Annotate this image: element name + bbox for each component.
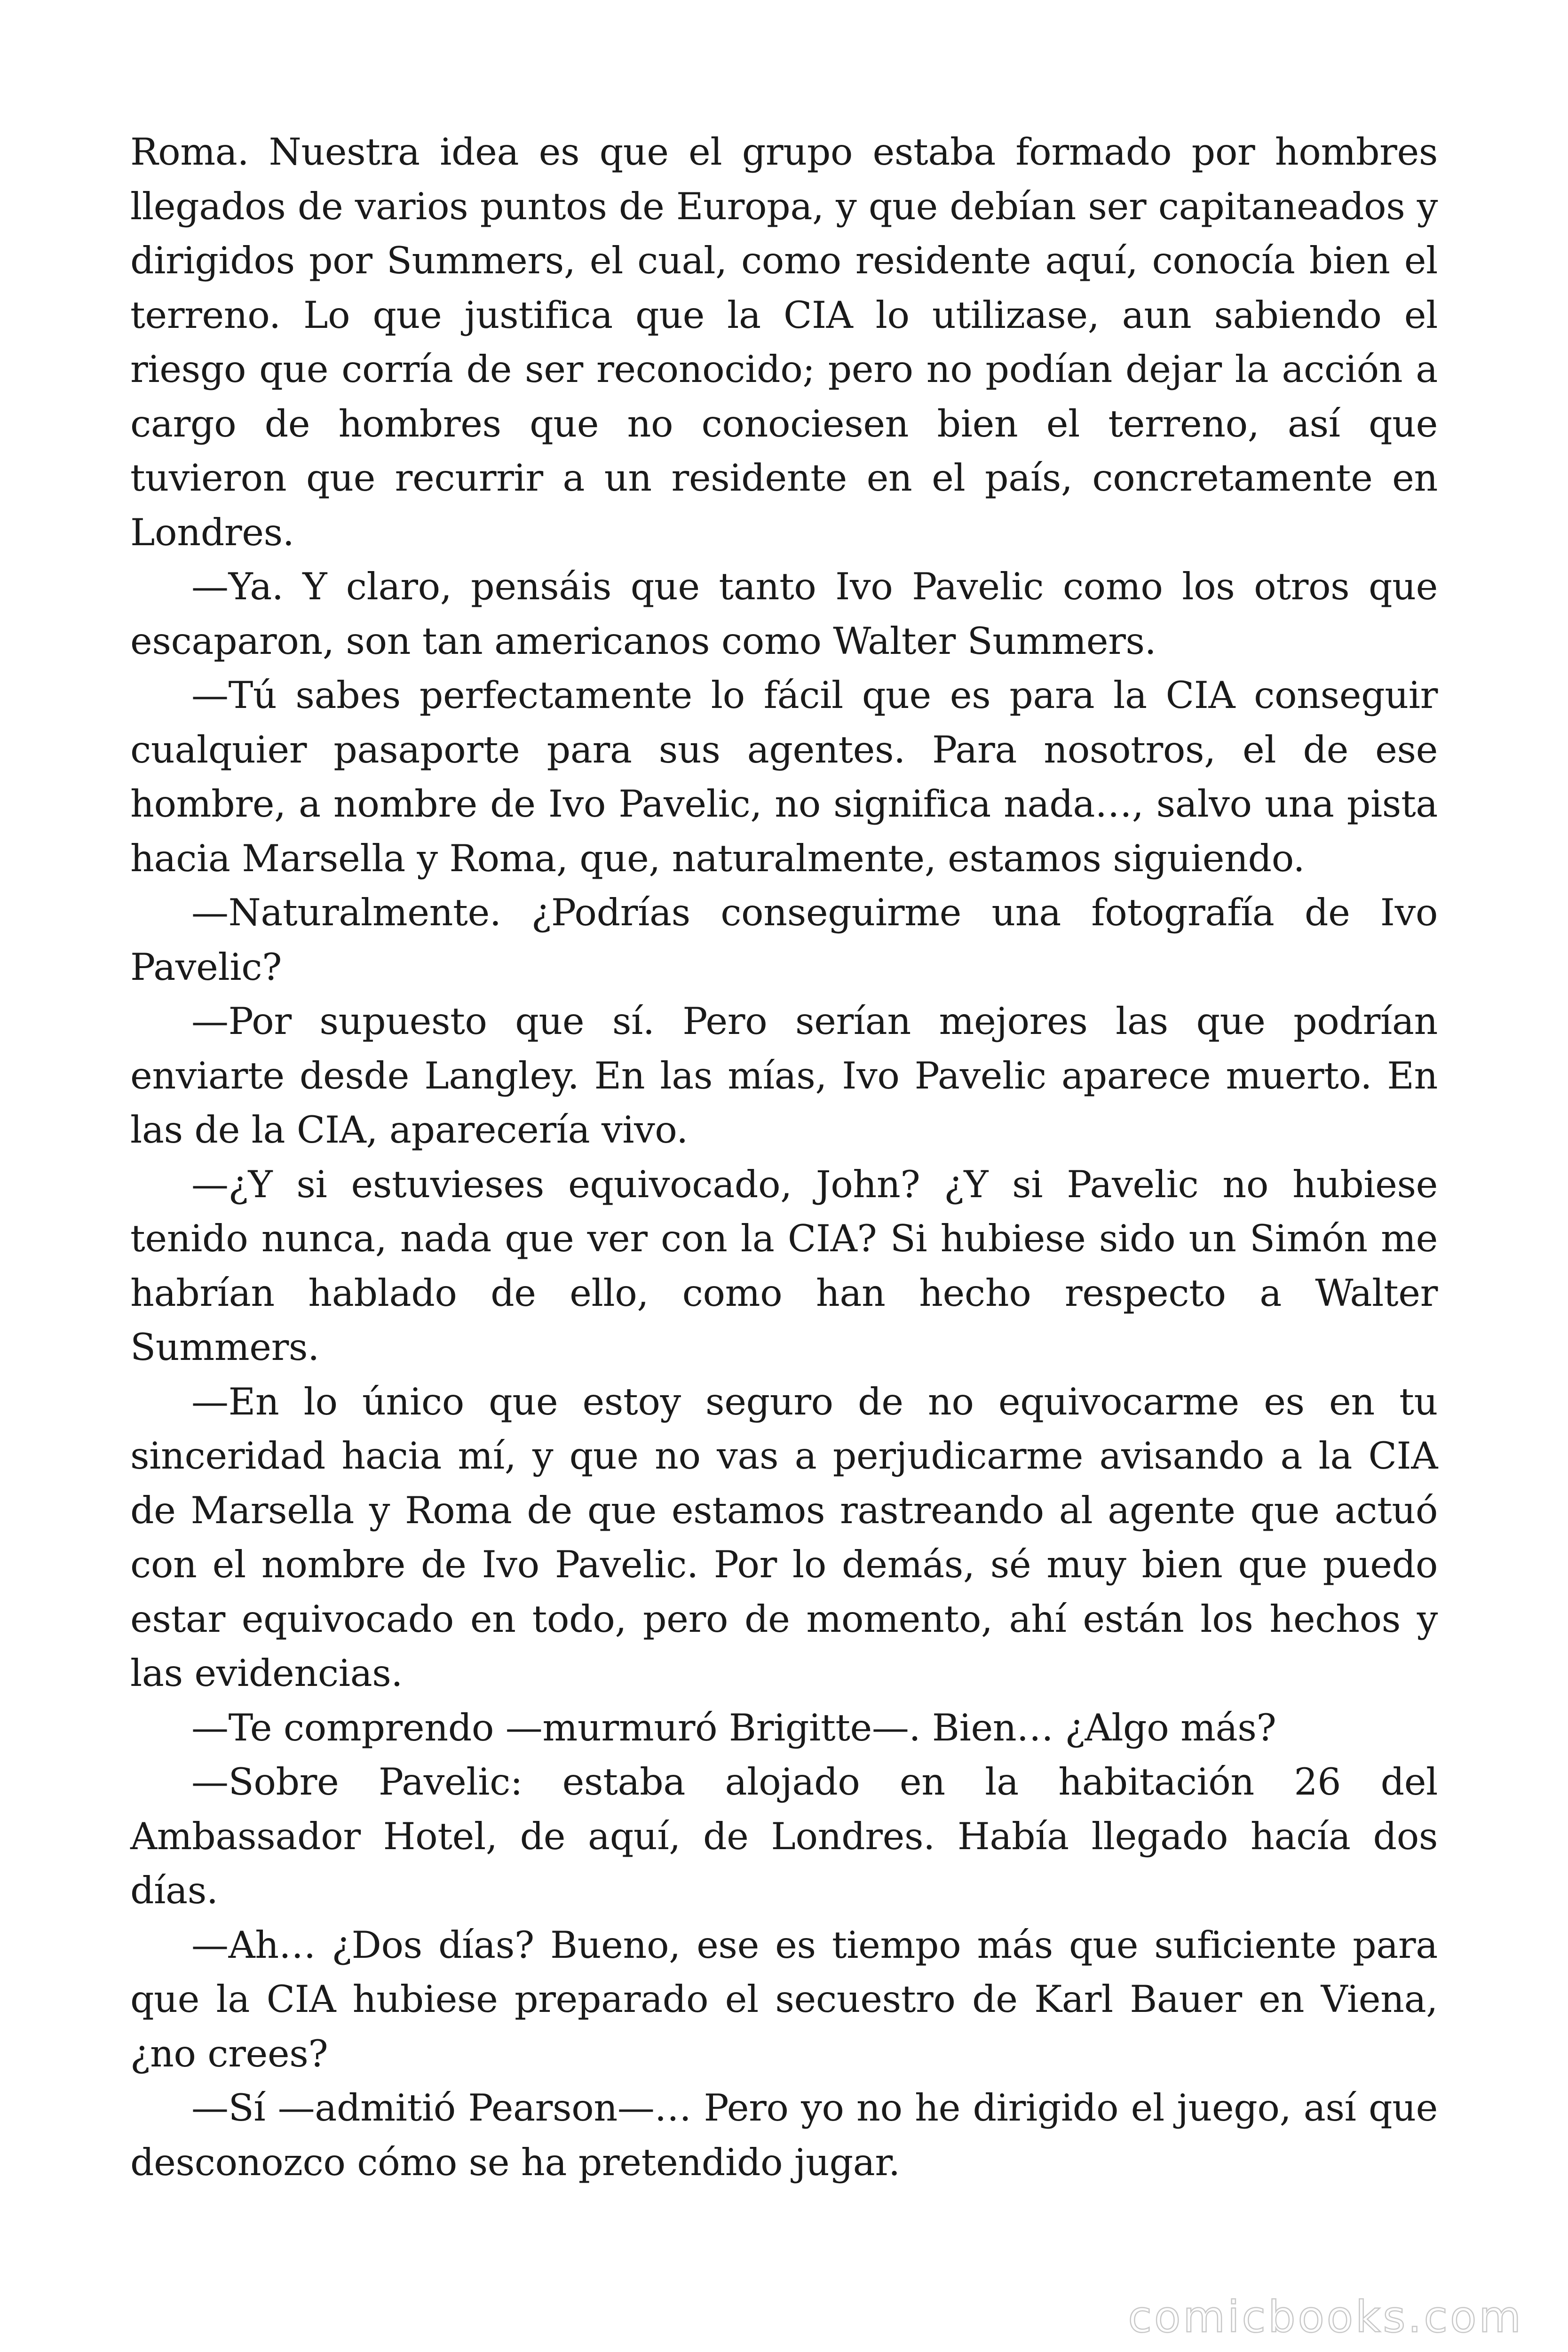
dialogue-paragraph: —Naturalmente. ¿Podrías conseguirme una fotografía de Ivo Pavelic? bbox=[130, 891, 1438, 989]
dialogue-paragraph: —¿Y si estuvieses equivocado, John? ¿Y si Pavelic no hubiese tenido nunca, nada que ver con la CIA? Si hubiese sido un Simón me habrían hablado de ello, como han hecho respecto a Walter Summers. bbox=[130, 1162, 1438, 1369]
dialogue-paragraph: —En lo único que estoy seguro de no equivocarme es en tu sinceridad hacia mí, y que no vas a perjudicarme avisando a la CIA de Marsella y Roma de que estamos rastreando al agente que actuó con el nombre de Ivo Pavelic. Por lo demás, sé muy bien que puedo estar equivocado en todo, pero de momento, ahí están los hechos y las evidencias. bbox=[130, 1380, 1438, 1695]
dialogue-paragraph: —Sobre Pavelic: estaba alojado en la habitación 26 del Ambassador Hotel, de aquí, de Londres. Había llegado hacía dos días. bbox=[130, 1760, 1438, 1912]
dialogue-paragraph: —Ya. Y claro, pensáis que tanto Ivo Pavelic como los otros que escaparon, son tan americanos como Walter Summers. bbox=[130, 565, 1438, 663]
watermark-logo: comicbooks.com bbox=[1128, 2292, 1523, 2342]
book-page-text bbox=[130, 125, 1438, 2190]
dialogue-paragraph: —Te comprendo —murmuró Brigitte—. Bien… ¿Algo más? bbox=[191, 1706, 1276, 1749]
dialogue-paragraph: —Por supuesto que sí. Pero serían mejores las que podrían enviarte desde Langley. En las mías, Ivo Pavelic aparece muerto. En las de la CIA, aparecería vivo. bbox=[130, 1000, 1438, 1152]
paragraph-continuation: Roma. Nuestra idea es que el grupo estaba formado por hombres llegados de varios puntos de Europa, y que debían ser capitaneados y dirigidos por Summers, el cual, como residente aquí, conocía bien el terreno. Lo que justifica que la CIA lo utilizase, aun sabiendo el riesgo que corría de ser reconocido; pero no podían dejar la acción a cargo de hombres que no conociesen bien el terreno, así que tuvieron que recurrir a un residente en el país, concretamente en Londres. bbox=[130, 130, 1438, 554]
dialogue-paragraph: —Ah… ¿Dos días? Bueno, ese es tiempo más que suficiente para que la CIA hubiese preparado el secuestro de Karl Bauer en Viena, ¿no crees? bbox=[130, 1923, 1438, 2075]
dialogue-paragraph: —Tú sabes perfectamente lo fácil que es para la CIA conseguir cualquier pasaporte para sus agentes. Para nosotros, el de ese hombre, a nombre de Ivo Pavelic, no significa nada…, salvo una pista hacia Marsella y Roma, que, naturalmente, estamos siguiendo. bbox=[130, 674, 1438, 880]
dialogue-paragraph: —Sí —admitió Pearson—… Pero yo no he dirigido el juego, así que desconozco cómo se ha pretendido jugar. bbox=[130, 2086, 1438, 2184]
